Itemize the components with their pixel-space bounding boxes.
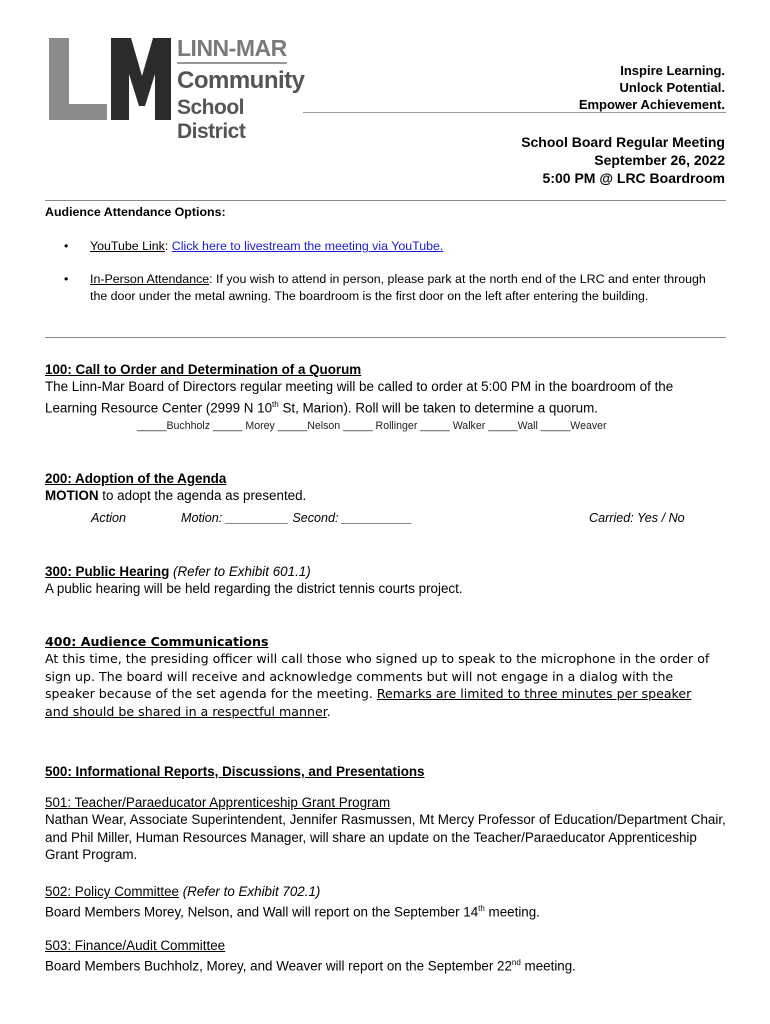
item-502-heading-row: [45, 883, 729, 900]
meeting-date: September 26, 2022: [594, 152, 725, 168]
roll-call: _____Buchholz _____ Morey _____Nelson _____ Rollinger _____ Walker _____Wall _____Weaver: [137, 420, 607, 432]
section-300: [45, 563, 729, 598]
section-400-end: .: [326, 703, 331, 719]
superscript: nd: [511, 958, 521, 968]
section-400-heading: 400: Audience Communications: [45, 634, 269, 649]
youtube-option: [45, 238, 726, 255]
superscript: th: [272, 399, 279, 409]
item-502-text-b: meeting.: [484, 904, 540, 920]
item-501-text: Nathan Wear, Associate Superintendent, Jennifer Rasmussen, Mt Mercy Professor of Education/Department Chair, and Phil Miller, Human Resources Manager, will share an update on the Teacher/Paraeducator Apprenticeship Grant Program.: [45, 812, 726, 863]
youtube-label: YouTube Link: [90, 239, 165, 253]
item-502: [45, 883, 729, 921]
action-label: Action: [91, 511, 127, 525]
section-200-heading: 200: Adoption of the Agenda: [45, 471, 227, 486]
remarks-limit: Remarks are limited to three minutes per speaker and should be shared in a respectful manner: [45, 686, 692, 719]
section-300-heading-row: [45, 563, 729, 580]
in-person-label: In-Person Attendance: [90, 271, 210, 286]
exhibit-ref: (Refer to Exhibit 601.1): [169, 564, 311, 579]
item-502-text: [45, 900, 729, 921]
item-502-title: 502: Policy Committee: [45, 884, 179, 899]
logo-mark: [47, 36, 172, 122]
item-501: [45, 794, 729, 864]
tagline: [579, 62, 725, 113]
section-200: [45, 470, 729, 505]
divider: [45, 200, 726, 201]
in-person-option: [45, 271, 726, 305]
section-100-text-a: The Linn-Mar Board of Directors regular meeting will be called to order at 5:00 PM in the boardroom of the Learning Resource Center (2999 N 10: [45, 379, 674, 416]
tagline-line: Inspire Learning.: [620, 63, 725, 78]
logo-rule: [177, 62, 287, 64]
motion-word: MOTION: [45, 488, 99, 504]
section-300-heading: 300: Public Hearing: [45, 564, 170, 579]
motion-second-line: Motion: _________ Second: __________: [181, 511, 413, 525]
carried-line: Carried: Yes / No: [589, 511, 685, 525]
section-400-text-a: At this time, the presiding officer will call those who signed up to speak to the microphone in the order of sign up. The board will receive and acknowledge comments but will not engage in a dialog with the speaker because of the set agenda for the meeting.: [45, 651, 710, 702]
superscript: th: [478, 904, 485, 914]
item-503: [45, 937, 729, 975]
section-500-heading: 500: Informational Reports, Discussions, and Presentations: [45, 764, 425, 779]
section-100-text: [45, 378, 729, 416]
divider: [45, 337, 726, 338]
meeting-title: School Board Regular Meeting: [521, 134, 725, 150]
section-100-text-b: St, Marion). Roll will be taken to determine a quorum.: [278, 400, 599, 416]
section-100-heading: 100: Call to Order and Determination of a Quorum: [45, 362, 362, 377]
item-503-text: [45, 954, 729, 975]
section-100: [45, 361, 729, 417]
meeting-time-place: 5:00 PM @ LRC Boardroom: [542, 170, 725, 186]
attendance-options: [45, 238, 726, 304]
section-200-motion: [45, 487, 729, 504]
section-400: [45, 633, 713, 720]
section-300-text: A public hearing will be held regarding the district tennis courts project.: [45, 581, 463, 597]
attendance-heading: Audience Attendance Options:: [45, 205, 226, 219]
logo-line2: Community: [177, 67, 305, 94]
logo-line1: LINN-MAR: [177, 35, 287, 61]
item-502-text-a: Board Members Morey, Nelson, and Wall will report on the September 14: [45, 904, 479, 920]
youtube-sep: :: [164, 239, 172, 253]
item-503-title: 503: Finance/Audit Committee: [45, 938, 226, 953]
item-503-text-a: Board Members Buchholz, Morey, and Weaver will report on the September 22: [45, 958, 512, 974]
logo-line3: School District: [177, 96, 246, 143]
in-person-text: : If you wish to attend in person, please park at the north end of the LRC and enter through the door under the metal awning. The boardroom is the first door on the left after entering the building.: [90, 271, 706, 303]
tagline-line: Unlock Potential.: [619, 80, 725, 95]
exhibit-ref: (Refer to Exhibit 702.1): [178, 884, 321, 899]
section-400-text: [45, 650, 713, 720]
youtube-livestream-link[interactable]: Click here to livestream the meeting via YouTube.: [171, 239, 444, 253]
district-logo: [47, 35, 305, 143]
tagline-line: Empower Achievement.: [578, 97, 725, 112]
motion-text: to adopt the agenda as presented.: [98, 488, 307, 504]
item-501-title: 501: Teacher/Paraeducator Apprenticeship Grant Program: [45, 795, 391, 810]
item-503-text-b: meeting.: [520, 958, 576, 974]
meeting-header: [521, 133, 725, 187]
